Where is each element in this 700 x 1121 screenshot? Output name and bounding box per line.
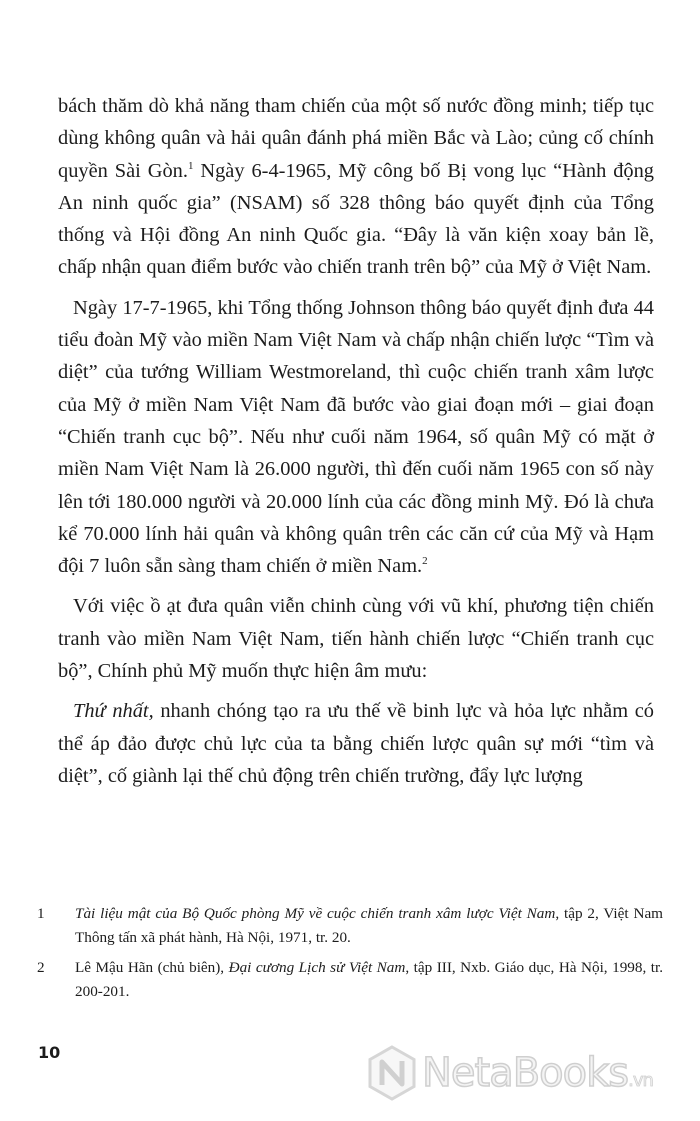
footnote-details: , tập III, Nxb. Giáo dục, Hà Nội, 1998, tr. 200-201.: [75, 959, 663, 1000]
paragraph-4-text: nhanh chóng tạo ra ưu thế về binh lực và hỏa lực nhằm có thể áp đảo được chủ lực của ta bằng chiến lược quân sự mới “tìm và diệt”, cố giành lại thế chủ động trên chiến trường, đẩy lực lượng: [58, 700, 654, 787]
netabooks-logo-icon: [366, 1044, 418, 1102]
page-number: 10: [38, 1043, 61, 1062]
footnote-author: Lê Mậu Hãn (chủ biên),: [75, 959, 229, 976]
paragraph-1-text-a: bách thăm dò khả năng tham chiến của một số nước đồng minh; tiếp tục dùng không quân và hải quân đánh phá miền Bắc và Lào; củng cố chính quyền Sài Gòn.: [58, 95, 654, 182]
footnote-title: Đại cương Lịch sử Việt Nam: [228, 959, 406, 976]
watermark-suffix: .vn: [628, 1070, 653, 1091]
footnote-title: Tài liệu mật của Bộ Quốc phòng Mỹ về cuộc chiến tranh xâm lược Việt Nam: [75, 905, 556, 922]
paragraph-4-lead: Thứ nhất,: [73, 700, 154, 723]
footnote-text: [75, 956, 663, 1004]
footnote-2: [37, 956, 663, 1004]
paragraph-3: Với việc ồ ạt đưa quân viễn chinh cùng với vũ khí, phương tiện chiến tranh vào miền Nam Việt Nam, tiến hành chiến lược “Chiến tranh cục bộ”, Chính phủ Mỹ muốn thực hiện âm mưu:: [58, 595, 654, 683]
footnote-number: 1: [37, 905, 45, 922]
watermark: [366, 1038, 696, 1108]
paragraph-1: [58, 90, 654, 284]
footnote-ref-1[interactable]: 1: [187, 159, 194, 172]
footnote-text: [75, 902, 663, 950]
body-text: [58, 90, 654, 800]
paragraph-2-text: Ngày 17-7-1965, khi Tổng thống Johnson thông báo quyết định đưa 44 tiểu đoàn Mỹ vào miền Nam Việt Nam và chấp nhận chiến lược “Tìm và diệt” của tướng William Westmoreland, thì cuộc chiến tranh xâm lược của Mỹ ở miền Nam Việt Nam đã bước vào giai đoạn mới – giai đoạn “Chiến tranh cục bộ”. Nếu như cuối năm 1964, số quân Mỹ có mặt ở miền Nam Việt Nam là 26.000 người, thì đến cuối năm 1965 con số này lên tới 180.000 người và 20.000 lính của các đồng minh Mỹ. Đó là chưa kể 70.000 lính hải quân và không quân trên các căn cứ của Mỹ và Hạm đội 7 luôn sẵn sàng tham chiến ở miền Nam.: [58, 296, 654, 578]
paragraph-1-text-b: Ngày 6-4-1965, Mỹ công bố Bị vong lục “Hành động An ninh quốc gia” (NSAM) số 328 thông báo quyết định của Tổng thống và Hội đồng An ninh Quốc gia. “Đây là văn kiện xoay bản lề, chấp nhận quan điểm bước vào chiến tranh trên bộ” của Mỹ ở Việt Nam.: [58, 159, 654, 279]
paragraph-4: [58, 695, 654, 792]
footnote-number: 2: [37, 959, 45, 976]
footnote-details: , tập 2, Việt Nam Thông tấn xã phát hành, Hà Nội, 1971, tr. 20.: [75, 905, 663, 946]
footnotes: [37, 902, 663, 1010]
paragraph-2: [58, 292, 654, 583]
watermark-brand: NetaBooks: [422, 1050, 629, 1096]
footnote-ref-2[interactable]: 2: [422, 555, 428, 568]
watermark-text: [422, 1050, 653, 1096]
footnote-1: [37, 902, 663, 950]
